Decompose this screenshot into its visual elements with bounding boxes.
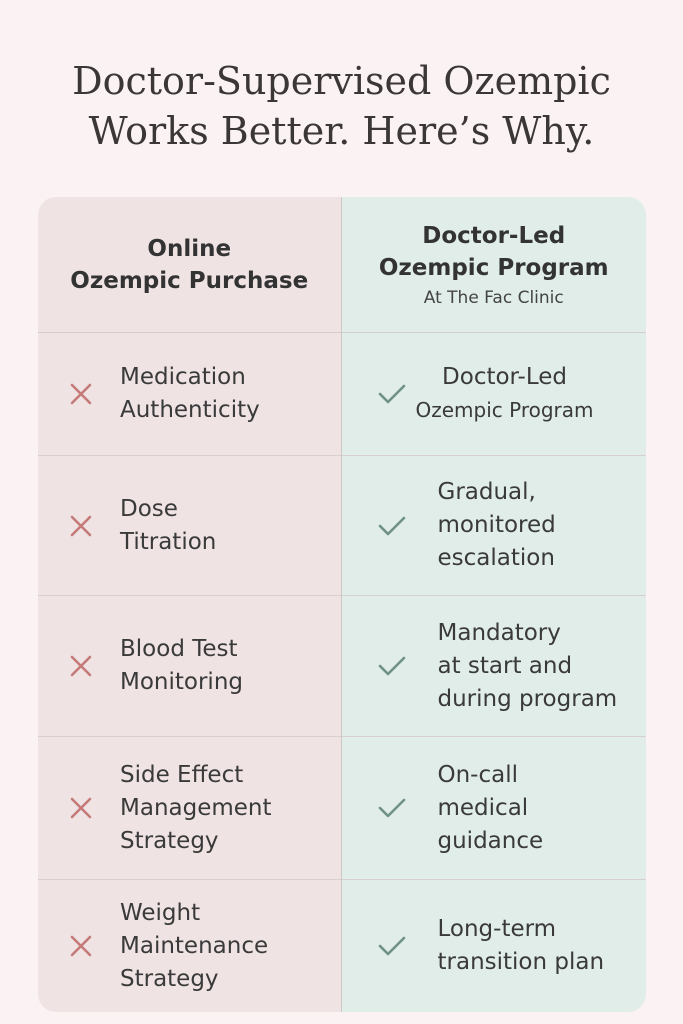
table-row <box>342 737 647 880</box>
table-row <box>38 737 341 880</box>
text-line: medical <box>437 794 529 821</box>
table-row <box>342 880 647 1012</box>
benefit-label <box>438 476 556 575</box>
x-mark-icon <box>38 654 118 678</box>
x-mark-icon <box>38 796 118 820</box>
text-line: Long-term <box>437 916 557 942</box>
table-row <box>342 333 647 456</box>
doctor-led-header-title <box>379 220 609 284</box>
online-purchase-header <box>38 197 341 333</box>
text-line: Doctor-Led <box>442 364 567 390</box>
text-line: Weight <box>120 899 201 926</box>
check-mark-icon <box>342 935 438 957</box>
header-line: Online <box>147 235 232 262</box>
table-row <box>342 596 647 737</box>
doctor-led-column <box>341 197 647 1012</box>
header-line: Ozempic Purchase <box>70 267 309 294</box>
table-row <box>38 596 341 737</box>
doctor-led-header <box>342 197 647 333</box>
text-line: escalation <box>437 545 555 571</box>
text-line: On-call <box>437 761 518 788</box>
benefit-label <box>438 617 618 716</box>
table-row <box>38 880 341 1012</box>
check-mark-icon <box>342 797 438 819</box>
clinic-subtitle: At The Fac Clinic <box>423 287 564 308</box>
text-line: Side Effect <box>120 761 244 788</box>
text-line: Dose <box>120 495 178 522</box>
x-mark-icon <box>38 514 118 538</box>
text-line: guidance <box>437 827 544 854</box>
text-line: Strategy <box>120 965 219 992</box>
comparison-table <box>38 197 646 1012</box>
text-line: Blood Test <box>120 636 238 662</box>
criterion-label <box>118 759 272 858</box>
check-mark-icon <box>342 515 438 537</box>
text-line: Mandatory <box>437 619 561 646</box>
text-line: during program <box>437 685 618 712</box>
header-line: Ozempic Program <box>378 254 609 281</box>
benefit-label <box>438 759 544 858</box>
benefit-label <box>438 913 605 979</box>
criterion-label <box>118 633 243 699</box>
table-row <box>342 456 647 596</box>
title-line-1: Doctor-Supervised Ozempic <box>72 59 611 103</box>
text-line: Management <box>120 794 272 821</box>
title-line-2: Works Better. Here’s Why. <box>88 109 595 153</box>
table-row <box>38 333 341 456</box>
check-mark-icon <box>342 655 438 677</box>
text-line: Monitoring <box>120 669 243 695</box>
text-line: monitored <box>437 512 556 538</box>
criterion-label <box>118 493 216 559</box>
text-line: at start and <box>437 652 573 679</box>
x-mark-icon <box>38 382 118 406</box>
text-line: transition plan <box>437 949 605 975</box>
text-line: Medication <box>120 364 246 390</box>
text-line: Authenticity <box>120 397 260 423</box>
x-mark-icon <box>38 934 118 958</box>
benefit-label <box>416 361 594 427</box>
table-row <box>38 456 341 596</box>
criterion-label <box>118 361 260 427</box>
criterion-label <box>118 897 268 996</box>
online-purchase-header-title <box>70 233 308 297</box>
online-purchase-column <box>38 197 341 1012</box>
page-title <box>0 56 683 156</box>
text-line: Maintenance <box>120 932 269 959</box>
text-line: Strategy <box>120 827 219 854</box>
text-line: Titration <box>120 528 217 555</box>
text-line: Ozempic Program <box>415 398 594 422</box>
header-line: Doctor-Led <box>422 222 566 249</box>
text-line: Gradual, <box>437 479 536 505</box>
